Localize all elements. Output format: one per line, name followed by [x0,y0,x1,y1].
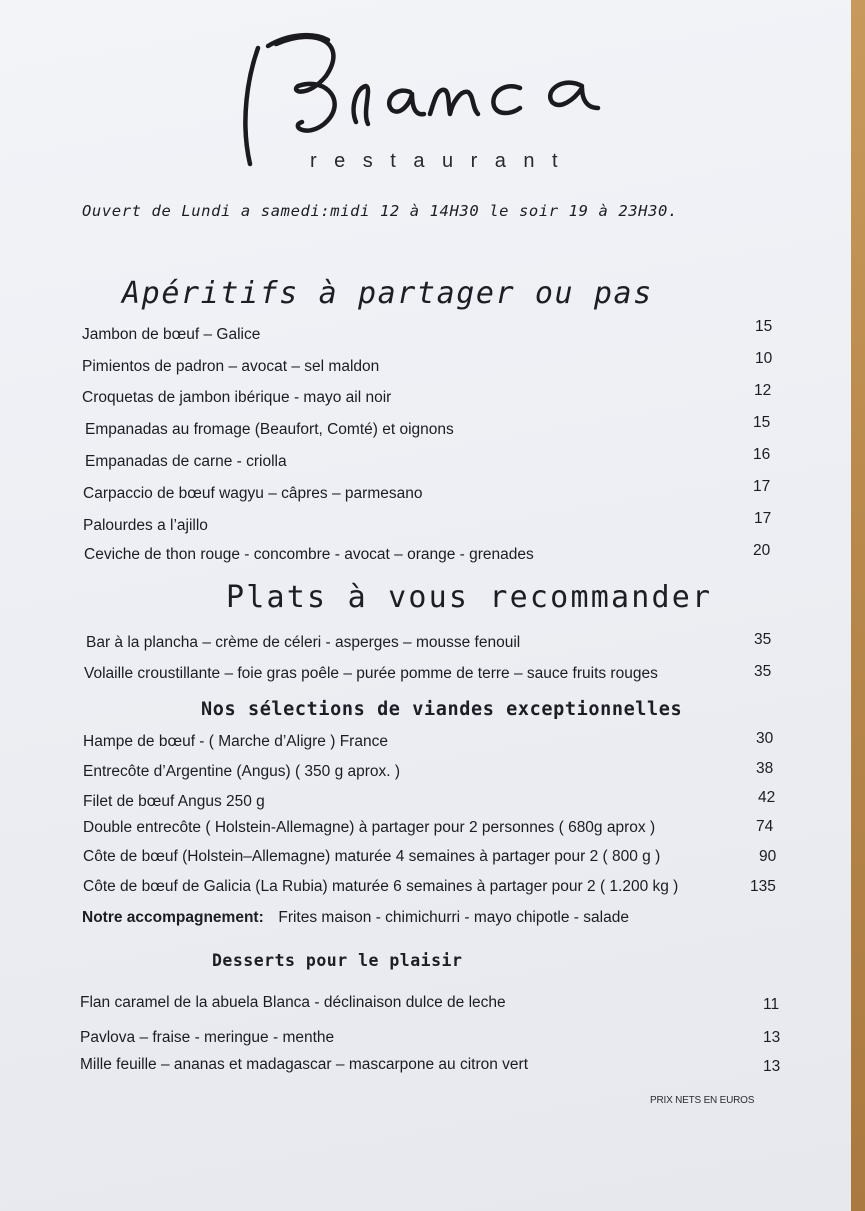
menu-item-price: 11 [763,996,780,1013]
menu-item-price: 35 [754,631,772,648]
menu-item-name: Côte de bœuf de Galicia (La Rubia) maturée 6 semaines à partager pour 2 ( 1.200 kg ) [83,878,679,895]
menu-item-name: Côte de bœuf (Holstein–Allemagne) maturée 4 semaines à partager pour 2 ( 800 g ) [83,848,661,865]
menu-item-name: Filet de bœuf Angus 250 g [83,793,265,810]
section-title-viandes: Nos sélections de viandes exceptionnelles [201,699,683,720]
opening-hours: Ouvert de Lundi a samedi:midi 12 à 14H30 le soir 19 à 23H30. [82,202,678,220]
menu-item-price: 13 [763,1058,781,1075]
section-title-aperitifs: Apéritifs à partager ou pas [122,276,653,311]
menu-item-price: 17 [753,478,771,495]
menu-item-price: 10 [755,350,773,367]
accompaniment-label: Notre accompagnement: [82,909,264,926]
menu-item-name: Pimientos de padron – avocat – sel maldon [82,358,380,375]
menu-item-name: Empanadas de carne - criolla [85,453,287,470]
menu-item-name: Croquetas de jambon ibérique - mayo ail noir [82,389,392,406]
menu-item-price: 135 [750,878,776,895]
menu-item-price: 20 [753,542,771,559]
menu-item-price: 90 [759,848,777,865]
menu-item-name: Pavlova – fraise - meringue - menthe [80,1029,335,1046]
restaurant-subtitle: restaurant [310,150,576,172]
menu-item-price: 13 [763,1029,781,1046]
menu-item-name: Bar à la plancha – crème de céleri - asperges – mousse fenouil [86,634,521,651]
menu-item-price: 35 [754,663,772,680]
accompaniment-text: Frites maison - chimichurri - mayo chipotle - salade [278,909,629,926]
menu-item-name: Hampe de bœuf - ( Marche d’Aligre ) France [83,733,388,750]
menu-item-name: Volaille croustillante – foie gras poêle – purée pomme de terre – sauce fruits rouges [84,665,658,682]
menu-item-name: Palourdes a l’ajillo [83,517,208,534]
menu-item-price: 74 [756,818,774,835]
menu-item-name: Mille feuille – ananas et madagascar – mascarpone au citron vert [80,1056,529,1073]
menu-item-name: Entrecôte d’Argentine (Angus) ( 350 g aprox. ) [83,763,401,780]
accompaniment-line [82,909,629,927]
section-title-plats: Plats à vous recommander [226,580,713,615]
menu-item-price: 42 [758,789,776,806]
menu-item-price: 30 [756,730,774,747]
wooden-table-edge [851,0,865,1211]
menu-item-name: Empanadas au fromage (Beaufort, Comté) et oignons [85,421,454,438]
menu-item-price: 15 [755,318,773,335]
menu-item-price: 38 [756,760,774,777]
menu-item-name: Carpaccio de bœuf wagyu – câpres – parmesano [83,485,423,502]
section-title-desserts: Desserts pour le plaisir [212,951,463,970]
menu-item-price: 12 [754,382,772,399]
menu-item-name: Double entrecôte ( Holstein-Allemagne) à partager pour 2 personnes ( 680g aprox ) [83,819,656,836]
menu-item-price: 17 [754,510,772,527]
menu-item-name: Jambon de bœuf – Galice [82,326,261,343]
price-footnote: PRIX NETS EN EUROS [650,1095,755,1106]
menu-item-price: 16 [753,446,771,463]
menu-item-name: Ceviche de thon rouge - concombre - avocat – orange - grenades [84,546,534,563]
menu-item-price: 15 [753,414,771,431]
menu-item-name: Flan caramel de la abuela Blanca - déclinaison dulce de leche [80,994,506,1011]
